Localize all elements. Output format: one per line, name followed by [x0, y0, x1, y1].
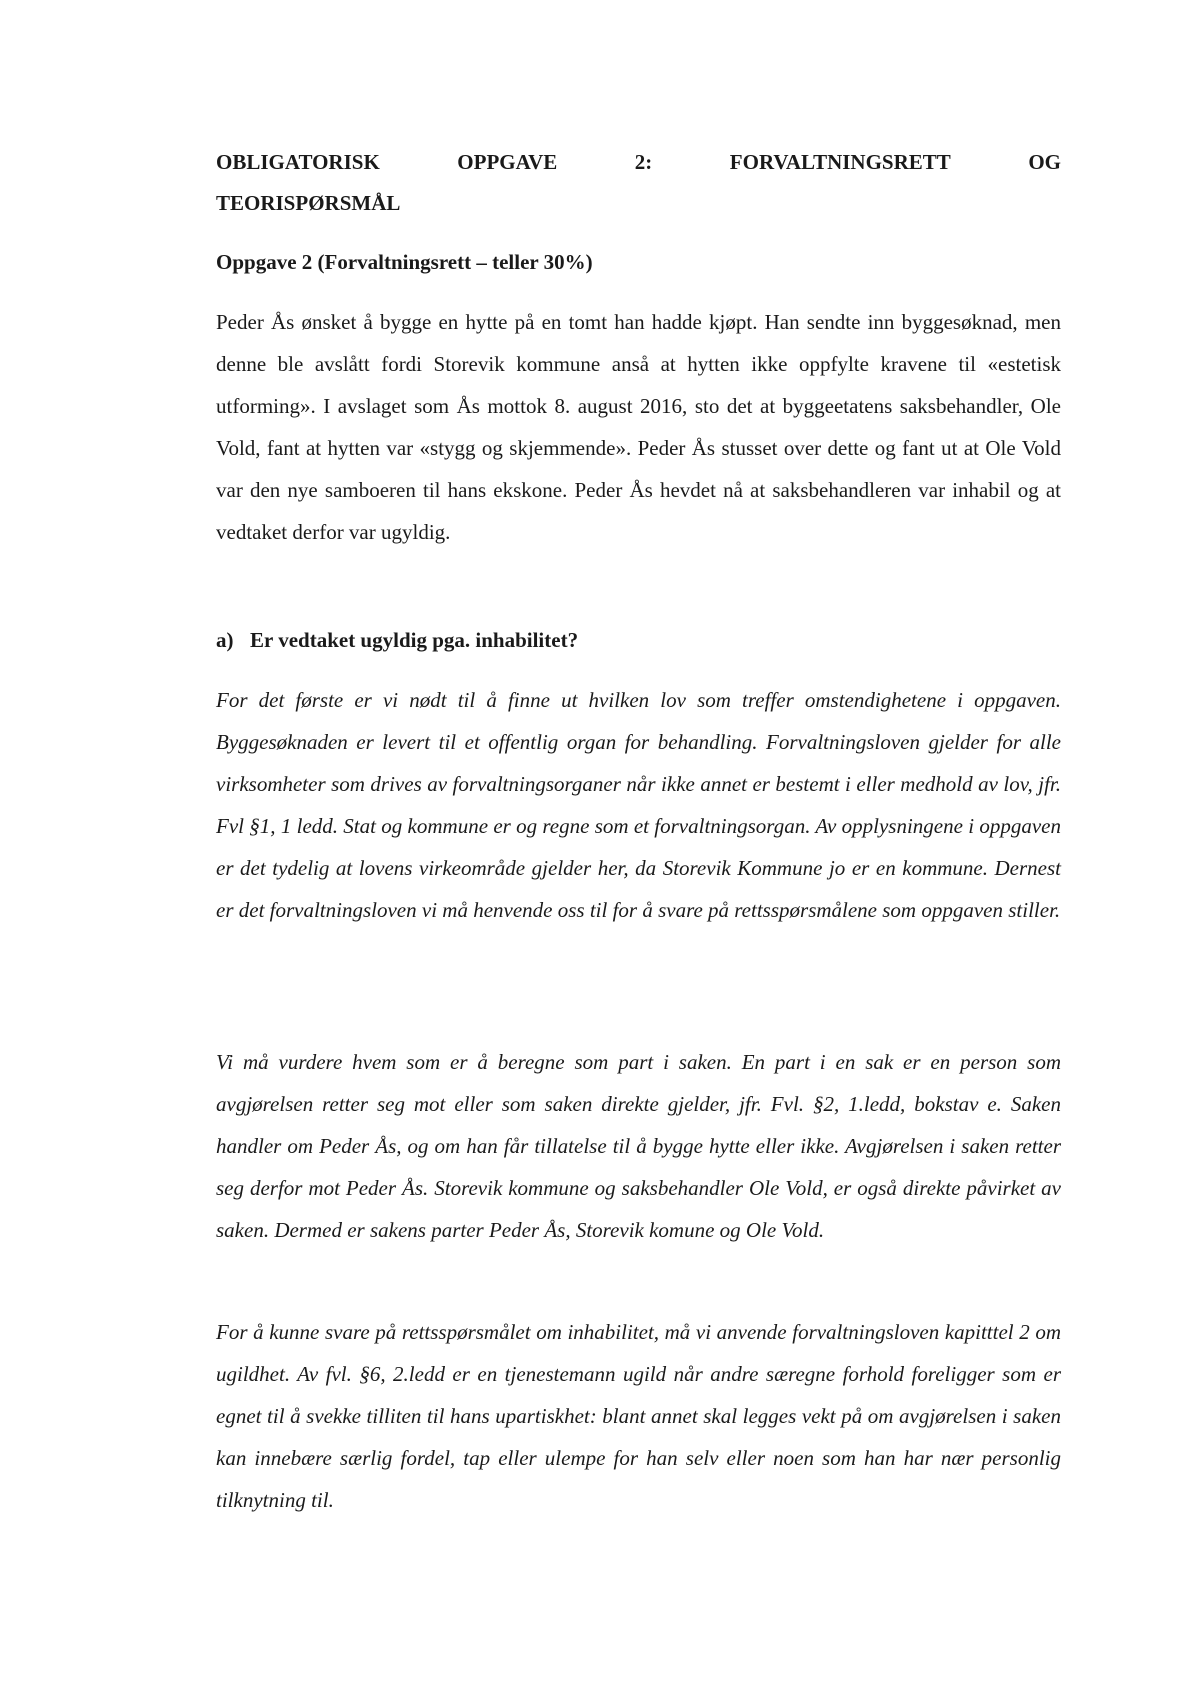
- title-line-2: TEORISPØRSMÅL: [216, 191, 401, 215]
- intro-paragraph: Peder Ås ønsket å bygge en hytte på en tomt han hadde kjøpt. Han sendte inn byggesøknad, men denne ble avslått fordi Storevik kommune anså at hytten ikke oppfylte kravene til «estetisk utforming». I avslaget som Ås mottok 8. august 2016, sto det at byggeetatens saksbehandler, Ole Vold, fant at hytten var «stygg og skjemmende». Peder Ås stusset over dette og fant ut at Ole Vold var den nye samboeren til hans ekskone. Peder Ås hevdet nå at saksbehandleren var inhabil og at vedtaket derfor var ugyldig.: [216, 310, 1061, 544]
- title-word: 2:: [634, 150, 653, 174]
- answer-paragraph-1: For det første er vi nødt til å finne ut hvilken lov som treffer omstendighetene i oppgaven. Byggesøknaden er levert til et offentlig organ for behandling. Forvaltningsloven gjelder for alle virksomheter som drives av forvaltningsorganer når ikke annet er bestemt i eller medhold av lov, jfr. Fvl §1, 1 ledd. Stat og kommune er og regne som et forvaltningsorgan. Av opplysningene i oppgaven er det tydelig at lovens virkeområde gjelder her, da Storevik Kommune jo er en kommune. Dernest er det forvaltningsloven vi må henvende oss til for å svare på rettsspørsmålene som oppgaven stiller.: [216, 688, 1061, 922]
- title-word: OPPGAVE: [457, 150, 558, 174]
- answer-paragraph-2: Vi må vurdere hvem som er å beregne som part i saken. En part i en sak er en person som avgjørelsen retter seg mot eller som saken direkte gjelder, jfr. Fvl. §2, 1.ledd, bokstav e. Saken handler om Peder Ås, og om han får tillatelse til å bygge hytte eller ikke. Avgjørelsen i saken retter seg derfor mot Peder Ås. Storevik kommune og saksbehandler Ole Vold, er også direkte påvirket av saken. Dermed er sakens parter Peder Ås, Storevik komune og Ole Vold.: [216, 1050, 1061, 1242]
- question-text: Er vedtaket ugyldig pga. inhabilitet?: [250, 628, 579, 652]
- title-word: OG: [1028, 150, 1061, 174]
- task-heading: Oppgave 2 (Forvaltningsrett – teller 30%): [216, 250, 593, 274]
- title-word: OBLIGATORISK: [216, 150, 380, 174]
- question-heading: [216, 628, 578, 653]
- title-line-1: [216, 142, 1061, 183]
- answer-paragraph-3: For å kunne svare på rettsspørsmålet om inhabilitet, må vi anvende forvaltningsloven kapitttel 2 om ugildhet. Av fvl. §6, 2.ledd er en tjenestemann ugild når andre særegne forhold foreligger som er egnet til å svekke tilliten til hans upartiskhet: blant annet skal legges vekt på om avgjørelsen i saken kan innebære særlig fordel, tap eller ulempe for han selv eller noen som han har nær personlig tilknytning til.: [216, 1320, 1061, 1512]
- question-label: a): [216, 628, 234, 652]
- document-title: [216, 142, 1061, 224]
- title-word: FORVALTNINGSRETT: [729, 150, 951, 174]
